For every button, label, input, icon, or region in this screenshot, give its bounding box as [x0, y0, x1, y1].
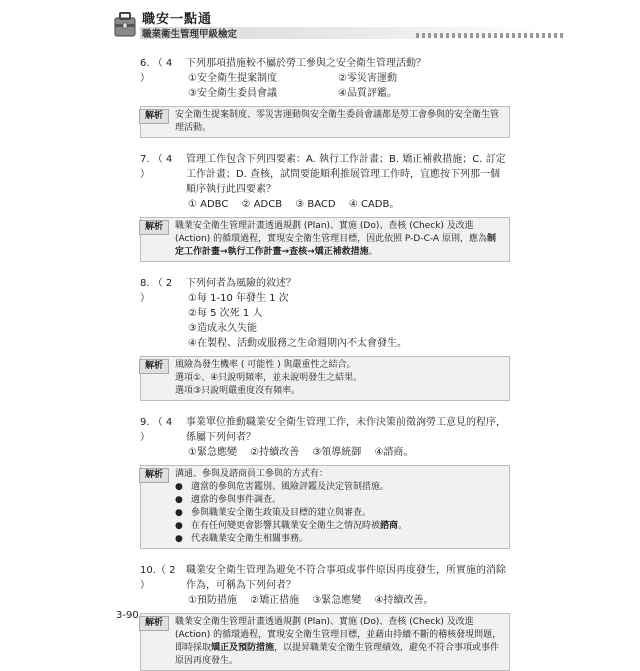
question-number: 7. （ 4 ）	[140, 154, 173, 180]
question-text: 管理工作包含下列四要素：A. 執行工作計畫；B. 矯正補救措施；C. 訂定工作計畫；D. 查核，試問要能順利推展管理工作時，宜應按下列那一個順序執行此四要素？	[186, 154, 506, 195]
explanation-text-end: 。	[368, 247, 378, 257]
explanation-label: 解析	[139, 468, 169, 483]
question-text: 下列何者為風險的敘述？	[186, 278, 296, 289]
page-number: 3-90	[116, 610, 139, 621]
explanation-text: 職業安全衛生管理計畫透過規劃 (Plan)、實施 (Do)、查核 (Check) 及改進 (Action) 的循環過程，實現安全衛生管理目標，因此依照 P-D-C-A 原則，應為	[175, 221, 487, 244]
explanation-box	[140, 217, 510, 262]
explanation-text-end: ，以提昇職業安全衛生管理績效，避免不符合事項或事件原因再度發生。	[175, 643, 500, 666]
options-row	[140, 86, 510, 101]
option: ①預防措施	[188, 595, 237, 606]
question-10	[140, 563, 510, 593]
explanation-box	[140, 356, 510, 401]
explanation-highlight: 諮商	[380, 521, 399, 531]
option: ② ADCB	[241, 199, 283, 210]
option: ①每 1-10 年發生 1 次	[188, 293, 289, 304]
option: ③安全衛生委員會議	[188, 88, 277, 99]
explanation-text: 安全衛生提案制度、零災害運動與安全衛生委員會議都是勞工會參與的安全衛生管理活動。	[175, 110, 500, 133]
explanation-bullet: ● 適當的參與事件調查。	[175, 494, 503, 507]
explanation-bullet: ● 在有任何變更會影響其職業安全衛生之情況時被諮商。	[175, 520, 503, 533]
explanation-highlight: 矯正及預防措施	[211, 643, 275, 653]
explanation-bullet: ● 代表職業安全衛生相關事務。	[175, 533, 503, 546]
options-row	[140, 197, 510, 212]
option: ②持續改善	[250, 447, 300, 458]
option: ③ BACD	[295, 199, 336, 210]
explanation-highlight: 制定工作計畫→執行工作計畫→查核→矯正補救措施	[175, 234, 496, 257]
explanation-label: 解析	[139, 616, 169, 631]
question-text: 事業單位推動職業安全衛生管理工作，未作決策前徵詢勞工意見的程序，係屬下列何者？	[186, 417, 506, 443]
explanation-line: 風險為發生機率 ( 可能性 ) 與嚴重性之結合。	[175, 360, 356, 370]
option: ②每 5 次死 1 人	[188, 308, 263, 319]
options-list	[140, 291, 510, 351]
option: ③造成永久失能	[188, 323, 257, 334]
explanation-box	[140, 465, 510, 549]
explanation-bullet: ● 參與職業安全衛生政策及目標的建立與審查。	[175, 507, 503, 520]
options-row	[140, 445, 510, 460]
explanation-box	[140, 613, 510, 671]
book-title: 職安一點通	[142, 12, 213, 27]
option: ③領導統御	[312, 447, 362, 458]
toolbox-logo-icon	[112, 8, 138, 40]
question-text: 下列那項措施較不屬於勞工參與之安全衛生管理活動？	[186, 58, 426, 69]
explanation-label: 解析	[139, 109, 169, 124]
question-number: 10.（ 2 ）	[140, 565, 176, 591]
option: ① ADBC	[188, 199, 229, 210]
option: ④品質評鑑。	[338, 88, 397, 99]
options-row	[140, 71, 510, 86]
explanation-label: 解析	[139, 220, 169, 235]
book-subtitle: 職業衛生管理甲級檢定	[142, 29, 238, 40]
option: ④持續改善。	[374, 595, 434, 606]
explanation-bullet: ● 適當的參與危害鑑別、風險評鑑及決定管制措施。	[175, 481, 503, 494]
explanation-label: 解析	[139, 359, 169, 374]
question-number: 8. （ 2 ）	[140, 278, 173, 304]
question-9	[140, 415, 510, 445]
option: ①安全衛生提案制度	[188, 73, 277, 84]
page-header	[86, 6, 566, 46]
explanation-line: 選項①、④只說明頻率，並未說明發生之結果。	[175, 373, 363, 383]
option: ④諮商。	[374, 447, 414, 458]
question-text: 職業安全衛生管理為避免不符合事項或事件原因再度發生，所實施的消除作為，可稱為下列何者？	[186, 565, 506, 591]
option: ③緊急應變	[312, 595, 362, 606]
header-stripe	[416, 33, 566, 38]
explanation-text: 職業安全衛生管理計畫透過規劃 (Plan)、實施 (Do)、查核 (Check) 及改進 (Action) 的循環過程，實現安全衛生管理目標，並藉由持續不斷的稽核發現問題，即時採取	[175, 617, 502, 653]
option: ①緊急應變	[188, 447, 237, 458]
question-number: 9. （ 4 ）	[140, 417, 173, 443]
explanation-line: 選項③只說明嚴重度沒有頻率。	[175, 386, 301, 396]
options-row	[140, 593, 510, 608]
option: ④ CADB。	[348, 199, 400, 210]
explanation-intro: 溝通、參與及諮商員工參與的方式有：	[175, 469, 329, 479]
option: ④在製程、活動或服務之生命週期內不太會發生。	[188, 338, 407, 349]
question-7	[140, 152, 510, 197]
question-list	[140, 56, 510, 671]
explanation-box	[140, 106, 510, 138]
question-number: 6. （ 4 ）	[140, 58, 173, 84]
option: ②矯正措施	[250, 595, 300, 606]
option: ②零災害運動	[338, 73, 397, 84]
